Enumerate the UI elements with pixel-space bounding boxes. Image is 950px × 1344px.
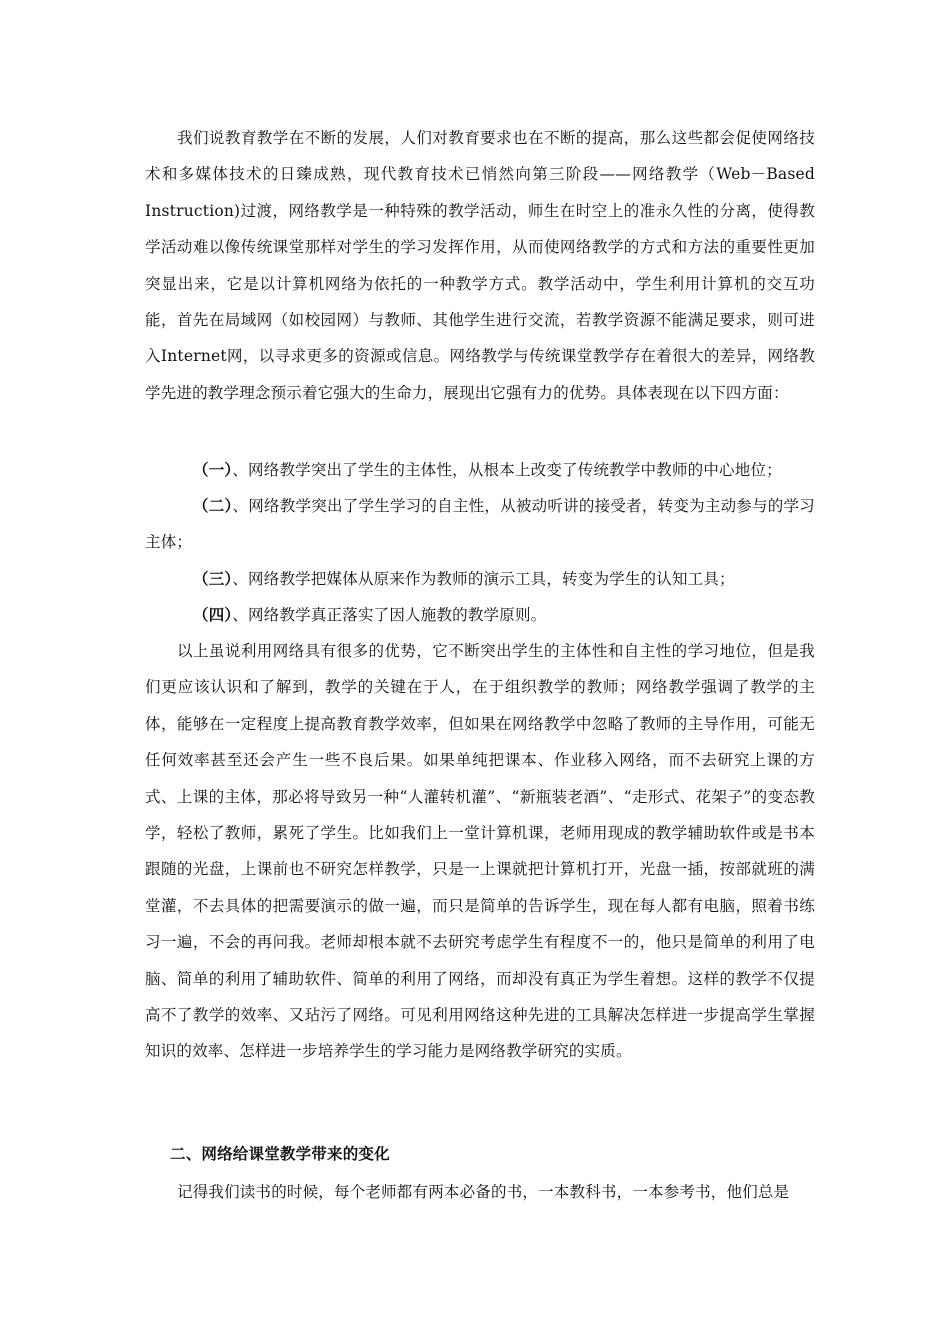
list-item-marker: （三） [193,569,233,588]
list-item [145,597,815,633]
list-item-text: 、网络教学真正落实了因人施教的教学原则。 [232,606,547,624]
body-paragraph: 记得我们读书的时候，每个老师都有两本必备的书，一本教科书，一本参考书，他们总是 [177,1183,790,1201]
list-item-marker: （一） [193,460,233,479]
intro-paragraph: 我们说教育教学在不断的发展，人们对教育要求也在不断的提高，那么这些都会促使网络技术和多媒体技术的日臻成熟，现代教育技术已悄然向第三阶段——网络教学（Web－Based Instruction)过渡，网络教学是一种特殊的教学活动，师生在时空上的准永久性的分离，使得教学活动难以像传统课堂那样对学生的学习发挥作用，从而使网络教学的方式和方法的重要性更加突显出来，它是以计算机网络为依托的一种教学方式。教学活动中，学生利用计算机的交互功能，首先在局域网（如校园网）与教师、其他学生进行交流，若教学资源不能满足要求，则可进入Internet网，以寻求更多的资源或信息。网络教学与传统课堂教学存在着很大的差异，网络教学先进的教学理念预示着它强大的生命力，展现出它强有力的优势。具体表现在以下四方面： [145,129,815,402]
list-item [145,561,815,597]
section-heading: 二、网络给课堂教学带来的变化 [170,1144,390,1163]
list-item [145,488,815,561]
list-item-text: 、网络教学把媒体从原来作为教师的演示工具，转变为学生的认知工具； [232,570,735,588]
body-paragraph: 以上虽说利用网络具有很多的优势，它不断突出学生的主体性和自主性的学习地位，但是我们更应该认识和了解到，教学的关键在于人，在于组织教学的教师；网络教学强调了教学的主体，能够在一定程度上提高教育教学效率，但如果在网络教学中忽略了教师的主导作用，可能无任何效率甚至还会产生一些不良后果。如果单纯把课本、作业移入网络，而不去研究上课的方式、上课的主体，那必将导致另一种“人灌转机灌”、“新瓶装老酒”、“走形式、花架子”的变态教学，轻松了教师，累死了学生。比如我们上一堂计算机课，老师用现成的教学辅助软件或是书本跟随的光盘，上课前也不研究怎样教学，只是一上课就把计算机打开，光盘一插，按部就班的满堂灌，不去具体的把需要演示的做一遍，而只是简单的告诉学生，现在每人都有电脑，照着书练习一遍，不会的再问我。老师却根本就不去研究考虑学生有程度不一的，他只是简单的利用了电脑、简单的利用了辅助软件、简单的利用了网络，而却没有真正为学生着想。这样的教学不仅提高不了教学的效率、又玷污了网络。可见利用网络这种先进的工具解决怎样进一步提高学生掌握知识的效率、怎样进一步培养学生的学习能力是网络教学研究的实质。 [145,642,815,1061]
list-item [145,452,815,488]
list-item-text: 、网络教学突出了学生的主体性，从根本上改变了传统教学中教师的中心地位； [232,461,782,479]
list-item-text: 、网络教学突出了学生学习的自主性，从被动听讲的接受者，转变为主动参与的学习主体； [145,497,815,552]
list-item-marker: （四） [193,605,233,624]
list-item-marker: （二） [193,496,233,515]
